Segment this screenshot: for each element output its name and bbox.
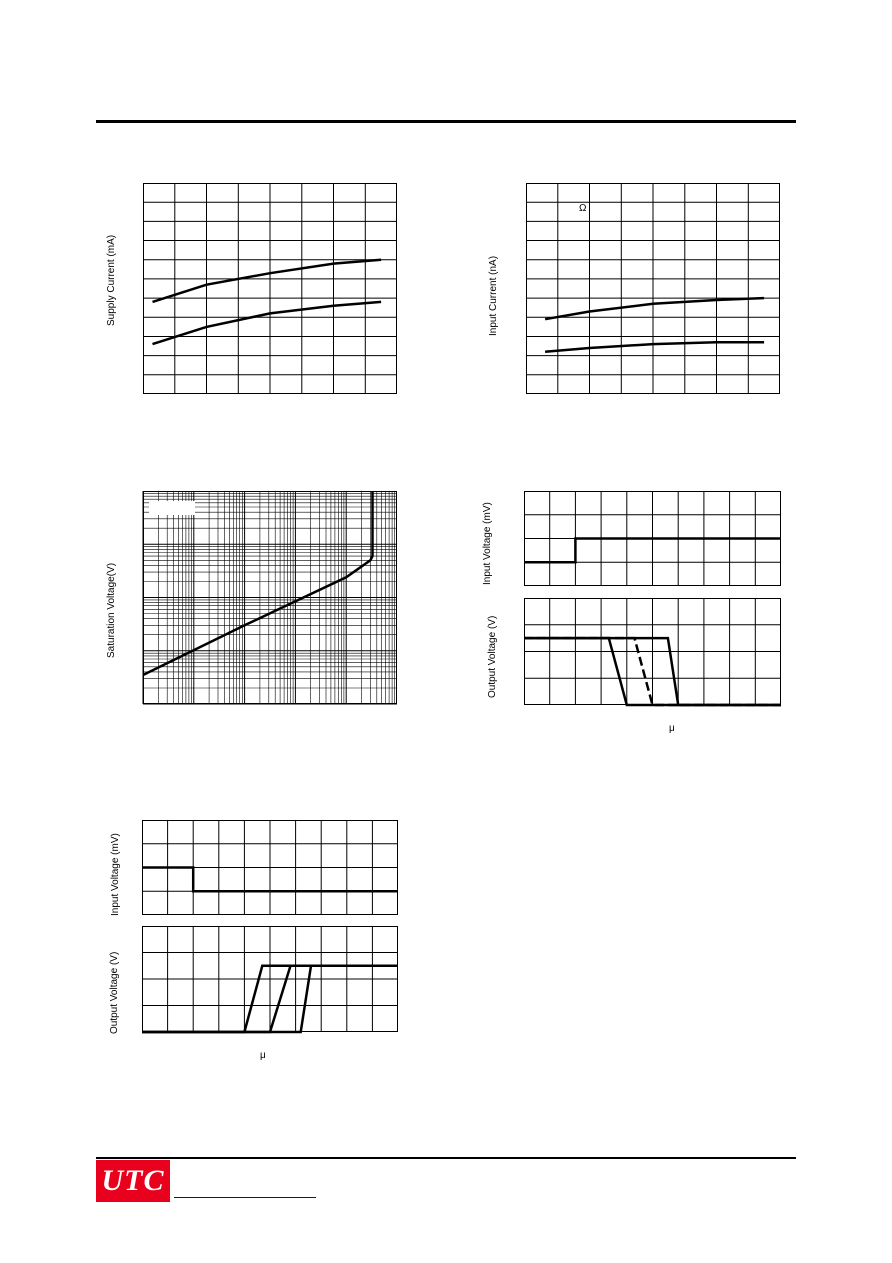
supply-current-linear-series-line-1 (153, 302, 382, 344)
response-falling-xlabel: μ (669, 723, 675, 734)
supply-current-ylabel: Supply Current (mA) (106, 234, 117, 326)
response-falling-input-ylabel: Input Voltage (mV) (482, 502, 493, 585)
saturation-voltage-chart (143, 491, 397, 704)
supply-current-chart (143, 183, 397, 394)
response-falling-output-chart (524, 598, 781, 705)
utc-logo (96, 1160, 170, 1202)
response-falling-output-plot (524, 598, 781, 705)
response-rising-xlabel: μ (260, 1050, 266, 1061)
supply-current-linear-series-line-0 (153, 260, 382, 302)
utc-logo-text: UTC (101, 1164, 165, 1197)
header-rule (96, 120, 796, 123)
response-falling-input-chart (524, 491, 781, 586)
input-current-annotation: Ω (579, 203, 587, 214)
response-rising-input-plot (142, 820, 398, 915)
saturation-voltage-loglog-legend-box (149, 501, 195, 515)
input-current-plot (526, 183, 780, 394)
response-falling-output-ylabel: Output Voltage (V) (487, 615, 498, 698)
supply-current-plot (143, 183, 397, 394)
website-link-underline[interactable] (174, 1197, 316, 1198)
saturation-voltage-ylabel: Saturation Voltage(V) (106, 562, 117, 658)
response-rising-output-chart (142, 926, 398, 1032)
input-current-ylabel: Input Current (nA) (488, 255, 499, 336)
response-rising-input-ylabel: Input Voltage (mV) (110, 833, 121, 916)
response-rising-input-chart (142, 820, 398, 915)
input-current-chart (526, 183, 780, 394)
footer-rule (96, 1157, 796, 1159)
input-current-linear-series-line-1 (545, 342, 764, 352)
response-falling-input-plot (524, 491, 781, 586)
input-current-linear-series-line-0 (545, 298, 764, 319)
response-rising-output-ylabel: Output Voltage (V) (109, 951, 120, 1034)
response-rising-output-plot (142, 926, 398, 1032)
saturation-voltage-plot (143, 491, 397, 704)
